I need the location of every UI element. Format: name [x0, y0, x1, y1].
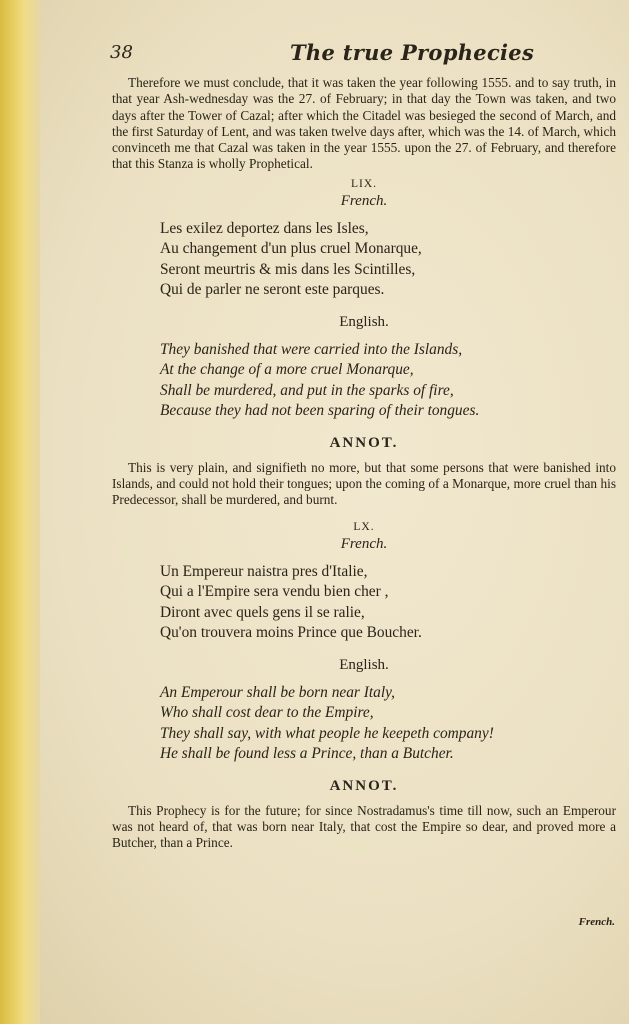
english-verse — [160, 683, 616, 765]
verse-line: They shall say, with what people he keepeth company! — [160, 724, 494, 742]
verse-line: Qu'on trouvera moins Prince que Boucher. — [160, 624, 422, 642]
verse-line: At the change of a more cruel Monarque, — [160, 361, 414, 379]
page-number: 38 — [110, 42, 133, 63]
running-title: The true Prophecies — [290, 40, 535, 65]
verse-line: Au changement d'un plus cruel Monarque, — [160, 240, 422, 258]
english-heading: English. — [339, 313, 389, 330]
catchword: French. — [578, 916, 615, 928]
annot-heading: ANNOT. — [329, 434, 399, 451]
annot-paragraph: This is very plain, and signifieth no more, but that some persons that were banished into Islands, and could not hold their tongues; upon the coming of a Monarque, more cruel than his Predecessor, shall be murdered, and burnt. — [112, 459, 616, 508]
page-body — [112, 75, 616, 852]
gilt-page-edge — [0, 0, 40, 1024]
verse-line: Les exilez deportez dans les Isles, — [160, 219, 369, 237]
annot-heading: ANNOT. — [329, 777, 399, 794]
english-verse — [160, 340, 616, 422]
verse-line: Qui de parler ne seront este parques. — [160, 281, 385, 299]
verse-line: Shall be murdered, and put in the sparks of fire, — [160, 381, 454, 399]
verse-line: He shall be found less a Prince, than a Butcher. — [160, 745, 454, 763]
intro-paragraph: Therefore we must conclude, that it was taken the year following 1555. and to say truth, in that year Ash-wednesday was the 27. of February; in that day the Town was taken, and two days after the Tower of Cazal; after which the Citadel was besieged the second of March, and the first Saturday of Lent, and was taken twelve days after, which was the 14. of March, which convinceth me that Cazal was taken in the year 1555. upon the 27. of February, and therefore that this Stanza is wholly Prophetical. — [112, 75, 616, 172]
stanza-number: LX. — [353, 520, 375, 533]
stanza-number: LIX. — [350, 177, 378, 190]
verse-line: An Emperour shall be born near Italy, — [160, 683, 395, 701]
verse-line: Seront meurtris & mis dans les Scintilles, — [160, 260, 416, 278]
french-verse — [160, 219, 616, 301]
french-verse — [160, 562, 616, 644]
page-header — [110, 42, 629, 68]
annot-paragraph: This Prophecy is for the future; for since Nostradamus's time till now, such an Emperour was not heard of, that was born near Italy, that cost the Empire so dear, and proved more a Butcher, than a Prince. — [112, 802, 616, 851]
english-heading: English. — [339, 656, 389, 673]
verse-line: Diront avec quels gens il se ralie, — [160, 603, 365, 621]
verse-line: Because they had not been sparing of their tongues. — [160, 402, 480, 420]
verse-line: Who shall cost dear to the Empire, — [160, 704, 374, 722]
french-heading: French. — [340, 192, 388, 209]
stanza-lix — [112, 176, 616, 509]
stanza-lx — [112, 519, 616, 852]
french-heading: French. — [340, 535, 388, 552]
verse-line: Un Empereur naistra pres d'Italie, — [160, 562, 368, 580]
verse-line: Qui a l'Empire sera vendu bien cher , — [160, 583, 389, 601]
verse-line: They banished that were carried into the Islands, — [160, 340, 463, 358]
